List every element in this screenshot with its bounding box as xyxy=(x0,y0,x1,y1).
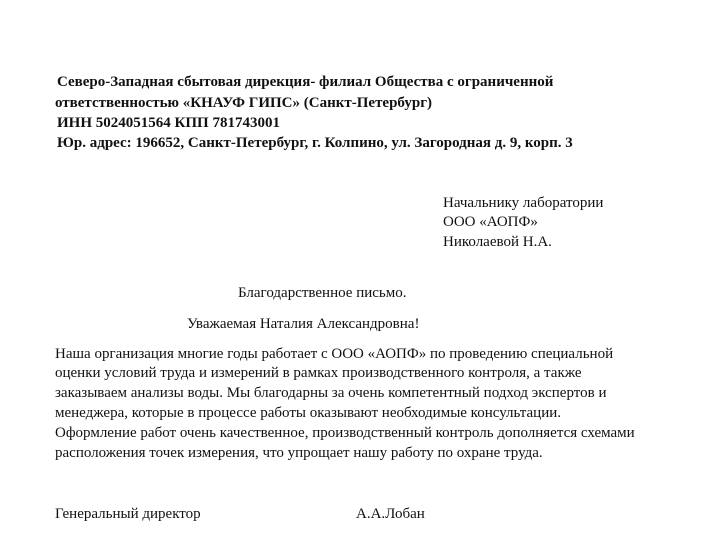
addressee-name: Николаевой Н.А. xyxy=(443,234,552,250)
addressee-organization: ООО «АОПФ» xyxy=(443,214,538,230)
body-line: заказываем анализы воды. Мы благодарны за очень компетентный подход экспертов и xyxy=(55,385,607,401)
letter-greeting: Уважаемая Наталия Александровна! xyxy=(187,316,420,332)
sender-company-line-2: ответственностью «КНАУФ ГИПС» (Санкт-Петербург) xyxy=(55,95,433,111)
signature-position: Генеральный директор xyxy=(55,506,201,522)
body-line: Наша организация многие годы работает с ООО «АОПФ» по проведению специальной xyxy=(55,346,614,362)
sender-tax-ids: ИНН 5024051564 КПП 781743001 xyxy=(57,115,280,131)
letter-title: Благодарственное письмо. xyxy=(238,285,407,301)
addressee-position: Начальнику лаборатории xyxy=(443,195,604,211)
sender-company-line-1: Северо-Западная сбытовая дирекция- филиал Общества с ограниченной xyxy=(57,74,554,90)
body-line: Оформление работ очень качественное, производственный контроль дополняется схемами xyxy=(55,425,635,441)
signature-name: А.А.Лобан xyxy=(356,506,425,522)
body-line: оценки условий труда и измерений в рамках производственного контроля, а также xyxy=(55,365,582,381)
body-line: менеджера, которые в процессе работы оказывают необходимые консультации. xyxy=(55,405,562,421)
body-line: расположения точек измерения, что упрощает нашу работу по охране труда. xyxy=(55,445,543,461)
sender-legal-address: Юр. адрес: 196652, Санкт-Петербург, г. Колпино, ул. Загородная д. 9, корп. 3 xyxy=(57,135,573,151)
